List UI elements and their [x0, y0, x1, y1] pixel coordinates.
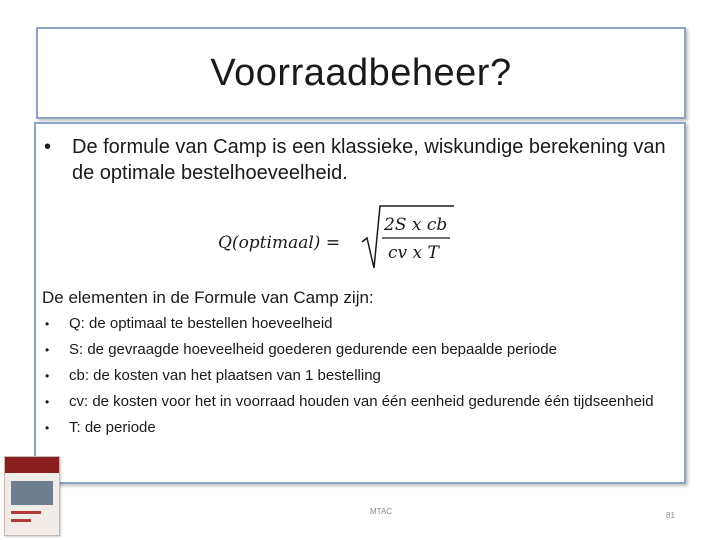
list-item: • Q: de optimaal te bestellen hoeveelheid: [45, 315, 333, 332]
footer-center-text: MTAC: [370, 507, 393, 516]
formula-numerator: 2S x cb: [384, 215, 448, 235]
content-box: [34, 122, 686, 484]
page-number: 81: [666, 511, 675, 520]
slide-title: Voorraadbeheer?: [210, 51, 512, 94]
elements-list: [36, 314, 676, 444]
bullet-dot-icon: •: [45, 343, 50, 357]
formula-denominator: cv x T: [388, 243, 439, 263]
bullet-dot-icon: •: [44, 136, 52, 158]
list-item: • T: de periode: [45, 419, 156, 436]
elements-heading: De elementen in de Formule van Camp zijn:: [42, 288, 374, 307]
main-bullet: [44, 134, 679, 186]
list-item: • cb: de kosten van het plaatsen van 1 bestelling: [45, 367, 381, 384]
formula-lhs: Q(optimaal) =: [218, 233, 341, 253]
title-box: [36, 27, 686, 119]
list-item: • S: de gevraagde hoeveelheid goederen gedurende een bepaalde periode: [45, 341, 557, 358]
bullet-dot-icon: •: [45, 317, 50, 331]
main-bullet-text: De formule van Camp is een klassieke, wiskundige berekening van de optimale bestelhoeveelheid.: [72, 136, 666, 184]
book-cover-image: [4, 456, 60, 536]
bullet-dot-icon: •: [45, 395, 50, 409]
list-item: • cv: de kosten voor het in voorraad houden van één eenheid gedurende één tijdseenheid: [45, 393, 654, 410]
bullet-dot-icon: •: [45, 369, 50, 383]
bullet-dot-icon: •: [45, 421, 50, 435]
camp-formula: [218, 198, 478, 278]
